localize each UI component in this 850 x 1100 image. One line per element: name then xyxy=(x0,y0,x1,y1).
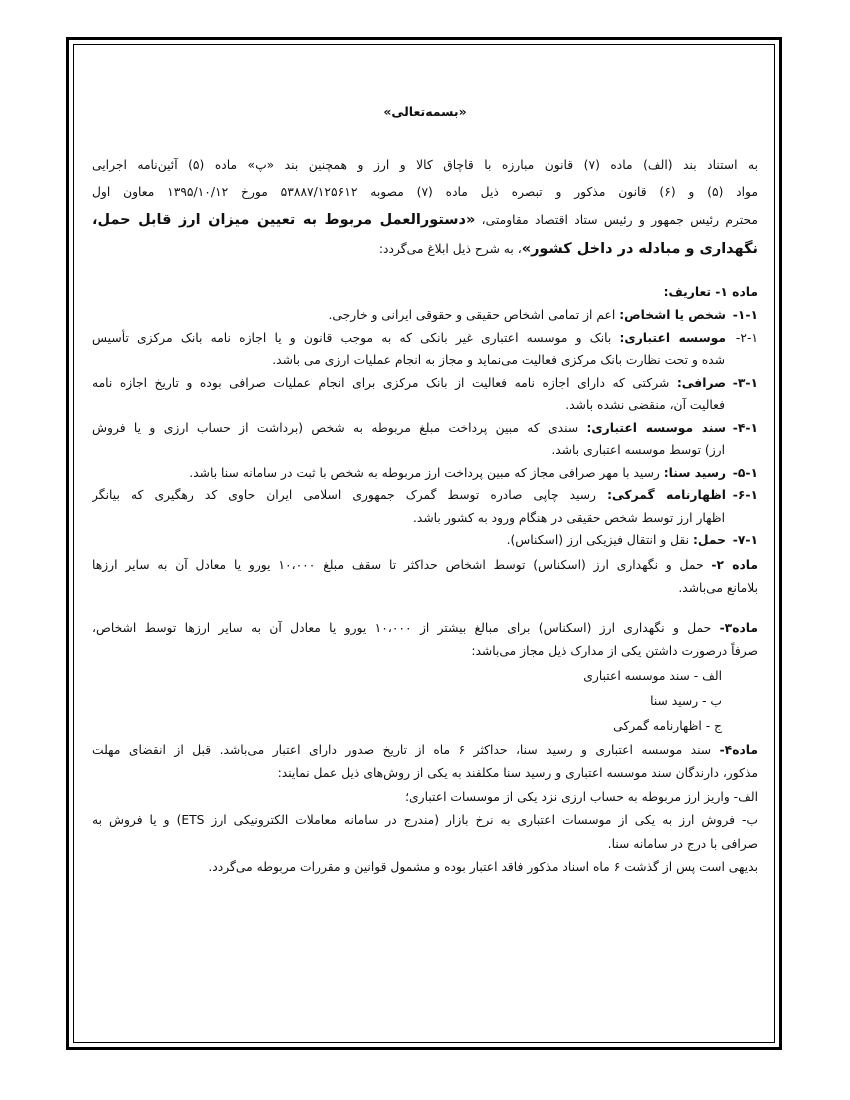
article-line: ب- فروش ارز به یکی از موسسات اعتباری به نرخ بازار (مندرج در سامانه معاملات الکترونیکی ارز ETS) و یا فروش به xyxy=(92,813,758,827)
definition-item xyxy=(92,529,758,552)
definition-term: موسسه اعتباری: xyxy=(619,330,726,345)
article-line xyxy=(92,617,758,641)
definition-text: رسید چاپی صادره توسط گمرک جمهوری اسلامی ایران حاوی کد رهگیری که بیانگر xyxy=(92,488,608,502)
definition-item xyxy=(92,417,758,440)
article-1-heading: ماده ۱- تعاریف: xyxy=(663,285,758,299)
definition-text: نقل و انتقال فیزیکی ارز (اسکناس). xyxy=(506,533,693,547)
article-line: مذکور، دارندگان سند موسسه اعتباری و رسید سنا مکلفند به یکی از روش‌های ذیل عمل نمایند: xyxy=(277,766,758,780)
definition-text: شرکتی که دارای اجازه نامه فعالیت از بانک مرکزی برای انجام عملیات صرافی بوده و تاریخ اجازه نامه xyxy=(92,375,677,390)
article-label: ماده ۲- xyxy=(711,557,758,572)
intro-line xyxy=(92,206,758,235)
article-line: بدیهی است پس از گذشت ۶ ماه اسناد مذکور فاقد اعتبار بوده و مشمول قوانین و مقررات مربوطه می‌گردد. xyxy=(208,860,758,874)
intro-line: مواد (۵) و (۶) قانون مذکور و تبصره ذیل ماده (۷) مصوبه ۵۳۸۸۷/۱۲۵۶۱۲ مورخ ۱۳۹۵/۱۰/۱۲ معاون اول xyxy=(92,185,758,199)
intro-text: ، به شرح ذیل ابلاغ می‌گردد: xyxy=(378,242,522,256)
definition-text: سندی که مبین پرداخت مبلغ مربوطه به شخص (برداشت از حساب ارزی و یا فروش xyxy=(92,420,587,435)
article-4 xyxy=(92,739,758,880)
definition-text: اعم از تمامی اشخاص حقیقی و حقوقی ایرانی و خارجی. xyxy=(328,308,620,322)
required-document-item: ب - رسید سنا xyxy=(650,693,722,708)
definition-item xyxy=(92,327,758,350)
definition-continuation: اظهار ارز توسط شخص حقیقی در هنگام ورود به کشور باشد. xyxy=(412,510,725,525)
article-2 xyxy=(92,554,758,601)
definitions-list xyxy=(92,304,758,552)
definition-number: ۶-۱- xyxy=(732,488,758,502)
article-label: ماده۴- xyxy=(719,742,758,757)
definition-number: ۴-۱- xyxy=(732,420,758,435)
article-text: حمل و نگهداری ارز (اسکناس) توسط اشخاص حداکثر تا سقف مبلغ ۱۰،۰۰۰ یورو یا معادل آن به سایر ارزها xyxy=(92,557,712,572)
definition-number: ۲-۱- xyxy=(735,330,758,345)
document-body xyxy=(92,102,758,880)
document-title: «بسمه‌تعالی» xyxy=(383,104,467,119)
definition-term: اظهارنامه گمرکی: xyxy=(607,488,726,502)
definition-item xyxy=(92,304,758,327)
article-line: صرفاً درصورت داشتن یکی از مدارک ذیل مجاز می‌باشد: xyxy=(471,644,758,658)
definition-item xyxy=(92,372,758,395)
article-line: بلامانع می‌باشد. xyxy=(678,581,758,595)
definition-term: شخص یا اشخاص: xyxy=(619,308,726,322)
definition-number: ۳-۱- xyxy=(732,375,758,390)
article-text: حمل و نگهداری ارز (اسکناس) برای مبالغ بیشتر از ۱۰،۰۰۰ یورو یا معادل آن به سایر ارزها توسط اشخاص، xyxy=(92,620,720,635)
definition-number: ۵-۱- xyxy=(732,465,758,480)
definition-item xyxy=(92,462,758,485)
article-line xyxy=(92,739,758,763)
intro-paragraph xyxy=(92,152,758,264)
definition-continuation: فعالیت آن، منقضی نشده باشد. xyxy=(565,398,725,412)
intro-line: به استناد بند (الف) ماده (۷) قانون مبارزه با قاچاق کالا و ارز و همچنین بند «پ» ماده (۵) آئین‌نامه اجرایی xyxy=(92,158,758,172)
required-document-item: ج - اظهارنامه گمرکی xyxy=(613,718,722,733)
article-line xyxy=(92,554,758,578)
intro-line xyxy=(92,235,758,264)
instruction-title: «دستورالعمل مربوط به تعیین میزان ارز قابل حمل، xyxy=(92,212,476,228)
article-line: صرافی با درج در سامانه سنا. xyxy=(607,836,758,851)
definition-continuation: شده و تحت نظارت بانک مرکزی فعالیت می‌نماید و مجاز به انجام عملیات ارزی می باشد. xyxy=(272,353,725,367)
definition-item xyxy=(92,484,758,507)
article-label: ماده۳- xyxy=(719,620,758,635)
definition-number: ۱-۱- xyxy=(732,308,758,322)
definition-text: بانک و موسسه اعتباری غیر بانکی که به موجب قانون و یا اجازه نامه بانک مرکزی تأسیس xyxy=(92,330,620,345)
definition-term: حمل: xyxy=(693,533,726,547)
intro-text: محترم رئیس جمهور و رئیس ستاد اقتصاد مقاومتی، xyxy=(475,213,758,227)
definition-term: رسید سنا: xyxy=(663,465,726,480)
required-document-item: الف - سند موسسه اعتباری xyxy=(583,668,722,683)
article-line: الف- واریز ارز مربوطه به حساب ارزی نزد یکی از موسسات اعتباری؛ xyxy=(405,789,758,804)
instruction-title: نگهداری و مبادله در داخل کشور» xyxy=(521,241,758,257)
definition-term: صرافی: xyxy=(676,375,726,390)
definition-number: ۷-۱- xyxy=(732,533,758,547)
definition-continuation: ارز) توسط موسسه اعتباری باشد. xyxy=(551,443,725,457)
definition-term: سند موسسه اعتباری: xyxy=(586,420,727,435)
definition-text: رسید با مهر صرافی مجاز که مبین پرداخت ارز مربوطه به شخص با ثبت در سامانه سنا باشد. xyxy=(189,465,664,480)
article-3 xyxy=(92,617,758,739)
article-text: سند موسسه اعتباری و رسید سنا، حداکثر ۶ ماه از تاریخ صدور دارای اعتبار می‌باشد. قبل از انقضای مهلت xyxy=(92,742,720,757)
